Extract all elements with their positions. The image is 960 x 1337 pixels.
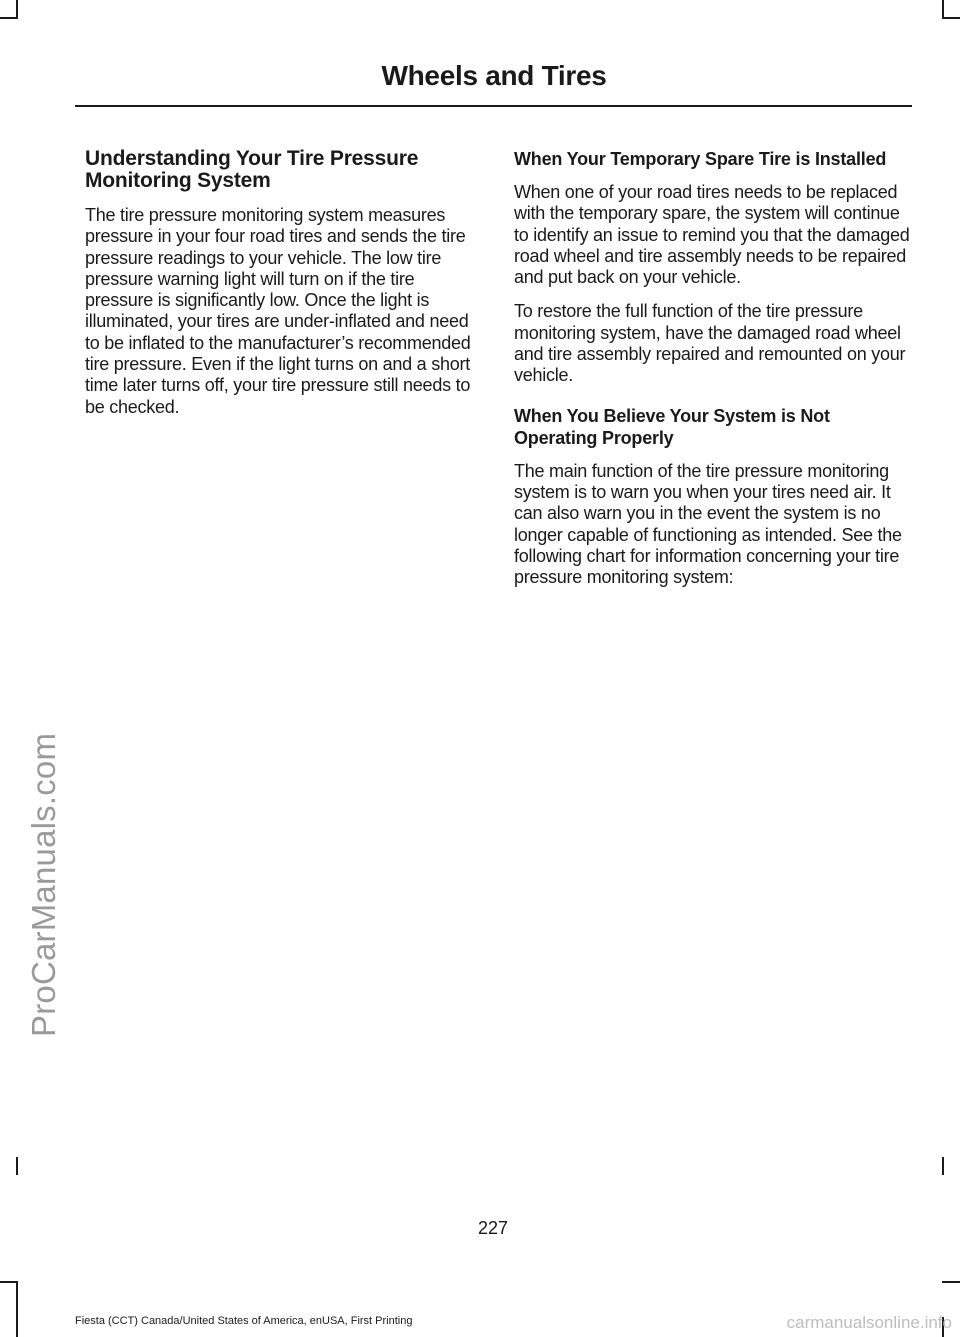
side-watermark: ProCarManuals.com	[25, 732, 62, 1037]
right-column	[514, 148, 912, 601]
crop-mark-bottom-left	[16, 1281, 18, 1337]
crop-mark-bottom-right-h	[942, 1281, 960, 1283]
section-heading-not-operating: When You Believe Your System is Not Operating Properly	[514, 405, 830, 448]
crop-mark-top-right	[942, 0, 944, 18]
crop-mark-top-right-h	[942, 17, 960, 19]
paragraph-main-function: The main function of the tire pressure monitoring system is to warn you when your tires need air. It can also warn you in the event the system is no longer capable of functioning as intended. See the following chart for information concerning your tire pressure monitoring system:	[514, 460, 902, 588]
paragraph-temporary-spare: When one of your road tires needs to be replaced with the temporary spare, the system will continue to identify an issue to remind you that the damaged road wheel and tire assembly needs to be repaired and put back on your vehicle.	[514, 182, 910, 288]
page-title: Wheels and Tires	[381, 60, 607, 91]
page-number: 227	[477, 1218, 509, 1238]
header-rule	[75, 105, 912, 107]
crop-mark-top-left-h	[0, 17, 18, 19]
crop-mark-top-left	[16, 0, 18, 18]
page-header	[0, 60, 960, 92]
left-column	[85, 148, 480, 431]
section-heading-temporary-spare: When Your Temporary Spare Tire is Installed	[514, 149, 887, 169]
section-heading-understanding-tpms: Understanding Your Tire Pressure Monitoring System	[85, 147, 419, 192]
edition-footer: Fiesta (CCT) Canada/United States of America, enUSA, First Printing	[75, 1315, 413, 1327]
paragraph-restore-function: To restore the full function of the tire pressure monitoring system, have the damaged road wheel and tire assembly repaired and remounted on your vehicle.	[514, 301, 906, 386]
source-watermark: carmanualsonline.info	[786, 1313, 952, 1332]
crop-mark-left-mid	[16, 1157, 18, 1175]
crop-mark-right-mid	[942, 1157, 944, 1175]
paragraph-tpms-overview: The tire pressure monitoring system measures pressure in your four road tires and sends the tire pressure readings to your vehicle. The low tire pressure warning light will turn on if the tire pressure is significantly low. Once the light is illuminated, your tires are under-inflated and need to be inflated to the manufacturer’s recommended tire pressure. Even if the light turns on and a short time later turns off, your tire pressure still needs to be checked.	[85, 205, 471, 417]
